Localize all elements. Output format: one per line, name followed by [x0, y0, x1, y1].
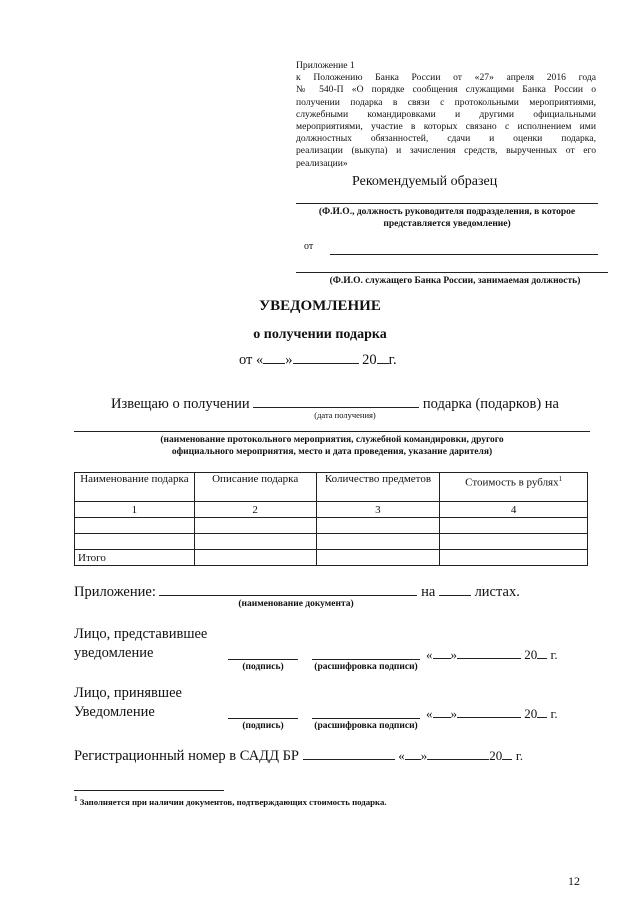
table-number-row [75, 502, 588, 518]
header-cost-label: Стоимость в рублях [465, 476, 559, 489]
date-year: 20 [362, 352, 377, 368]
year-field[interactable] [377, 350, 389, 364]
table-cell[interactable] [194, 550, 316, 566]
from-line-2[interactable] [296, 272, 608, 273]
receiver-month-field[interactable] [457, 704, 521, 718]
page-title: УВЕДОМЛЕНИЕ [259, 298, 381, 314]
submitter-day-field[interactable] [433, 645, 451, 659]
quote-close: » [420, 748, 428, 763]
footnote-mark: 1 [558, 475, 563, 483]
quote-open: « [426, 706, 433, 721]
date-suffix: г. [388, 352, 397, 368]
table-cell[interactable] [75, 534, 195, 550]
year-suffix: г. [515, 748, 523, 763]
header-quantity: Количество предметов [316, 473, 440, 502]
table-row [75, 534, 588, 550]
annex-line: Приложение 1 [296, 60, 355, 71]
table-cell[interactable] [440, 550, 588, 566]
annex-reference [296, 60, 596, 170]
annex-line: к Положению Банка России от «27» апреля 2016 года [296, 72, 596, 84]
event-caption-2: официального мероприятия, место и дата проведения, указание дарителя) [171, 447, 493, 457]
receiver-day-field[interactable] [433, 704, 451, 718]
page-subtitle: о получении подарка [253, 327, 387, 342]
receipt-date-caption: (дата получения) [314, 410, 376, 420]
total-label: Итого [75, 550, 195, 566]
year-prefix: 20 [524, 647, 538, 662]
submitter-decode-caption: (расшифровка подписи) [314, 662, 418, 672]
table-cell[interactable] [194, 534, 316, 550]
from-line[interactable] [330, 254, 598, 255]
page-number: 12 [568, 874, 580, 888]
quote-close: » [450, 647, 457, 662]
attachment-caption: (наименование документа) [238, 599, 354, 609]
annex-line: реализации» [296, 157, 348, 169]
submitter-date [426, 645, 558, 663]
annex-line: № 540-П «О порядке сообщения служащими Банка России о [296, 84, 596, 96]
submitter-year-field[interactable] [537, 645, 547, 659]
receiver-decode-caption: (расшифровка подписи) [314, 721, 418, 731]
date-mid: » [285, 352, 293, 368]
from-caption: (Ф.И.О. служащего Банка России, занимаемая должность) [329, 276, 581, 286]
from-label: от [304, 241, 314, 252]
receiver-date [426, 704, 558, 722]
event-line[interactable] [74, 431, 590, 432]
registration-month-field[interactable] [427, 746, 489, 760]
gift-table [74, 472, 588, 566]
addressee-caption: (Ф.И.О., должность руководителя подразделения, в которое представляется уведомление) [318, 207, 576, 229]
receiver-name-field[interactable] [312, 718, 420, 719]
sheets-count-field[interactable] [439, 582, 471, 596]
receiver-label-1: Лицо, принявшее [74, 685, 182, 701]
table-header-row [75, 473, 588, 502]
header-gift-name: Наименование подарка [75, 473, 195, 502]
column-number: 3 [316, 502, 440, 518]
registration-number-field[interactable] [303, 746, 395, 760]
table-cell[interactable] [316, 550, 440, 566]
registration-day-field[interactable] [405, 746, 421, 760]
receiver-year-field[interactable] [537, 704, 547, 718]
receipt-date-field[interactable] [253, 394, 419, 408]
annex-line: мероприятиями, участие в которых связано с исполнением ими [296, 121, 596, 133]
quote-open: « [426, 647, 433, 662]
registration-year-field[interactable] [502, 746, 512, 760]
registration-label: Регистрационный номер в САДД БР [74, 748, 299, 764]
header-gift-description: Описание подарка [194, 473, 316, 502]
receiver-sign-caption: (подпись) [242, 721, 284, 731]
addressee-line[interactable] [296, 203, 598, 204]
year-suffix: г. [550, 706, 558, 721]
table-cell[interactable] [194, 518, 316, 534]
attachment-sheets: листах. [474, 584, 520, 600]
submitter-label-1: Лицо, представившее [74, 626, 208, 642]
header-cost [440, 473, 588, 502]
footnote-separator [74, 790, 224, 791]
notify-prefix: Извещаю о получении [111, 396, 250, 412]
receiver-signature-field[interactable] [228, 718, 298, 719]
column-number: 2 [194, 502, 316, 518]
table-cell[interactable] [316, 518, 440, 534]
table-row [75, 518, 588, 534]
date-prefix: от « [239, 352, 264, 368]
day-field[interactable] [263, 350, 285, 364]
footnote [74, 795, 387, 807]
footnote-text: Заполняется при наличии документов, подтверждающих стоимость подарка. [79, 796, 387, 807]
quote-open: « [398, 748, 405, 763]
notify-suffix: подарка (подарков) на [422, 396, 559, 412]
notice-date-line [239, 350, 397, 369]
submitter-sign-caption: (подпись) [242, 662, 284, 672]
attachment-on: на [421, 584, 436, 600]
footnote-number: 1 [74, 795, 78, 803]
table-total-row [75, 550, 588, 566]
annex-line: получении подарка в связи с протокольными мероприятиями, [296, 96, 596, 108]
event-caption-1: (наименование протокольного мероприятия, служебной командировки, другого [160, 435, 504, 445]
table-cell[interactable] [440, 534, 588, 550]
table-cell[interactable] [75, 518, 195, 534]
attachment-document-field[interactable] [159, 582, 417, 596]
submitter-label-2: уведомление [74, 645, 154, 661]
table-cell[interactable] [316, 534, 440, 550]
year-suffix: г. [550, 647, 558, 662]
table-cell[interactable] [440, 518, 588, 534]
submitter-month-field[interactable] [457, 645, 521, 659]
quote-close: » [450, 706, 457, 721]
receiver-label-2: Уведомление [74, 704, 155, 720]
attachment-label: Приложение: [74, 584, 156, 600]
column-number: 4 [440, 502, 588, 518]
month-field[interactable] [293, 350, 359, 364]
year-prefix: 20 [524, 706, 538, 721]
annex-line: реализации (выкупа) и зачисления средств, вырученных от его [296, 145, 596, 157]
annex-line: служебными командировками и другими официальными [296, 108, 596, 120]
submitter-signature-field[interactable] [228, 659, 298, 660]
submitter-name-field[interactable] [312, 659, 420, 660]
registration-line [74, 746, 523, 765]
annex-line: должностных обязанностей, сдачи и оценки подарка, [296, 133, 596, 145]
column-number: 1 [75, 502, 195, 518]
year-prefix: 20 [489, 748, 503, 763]
recommended-sample-label: Рекомендуемый образец [352, 174, 498, 189]
